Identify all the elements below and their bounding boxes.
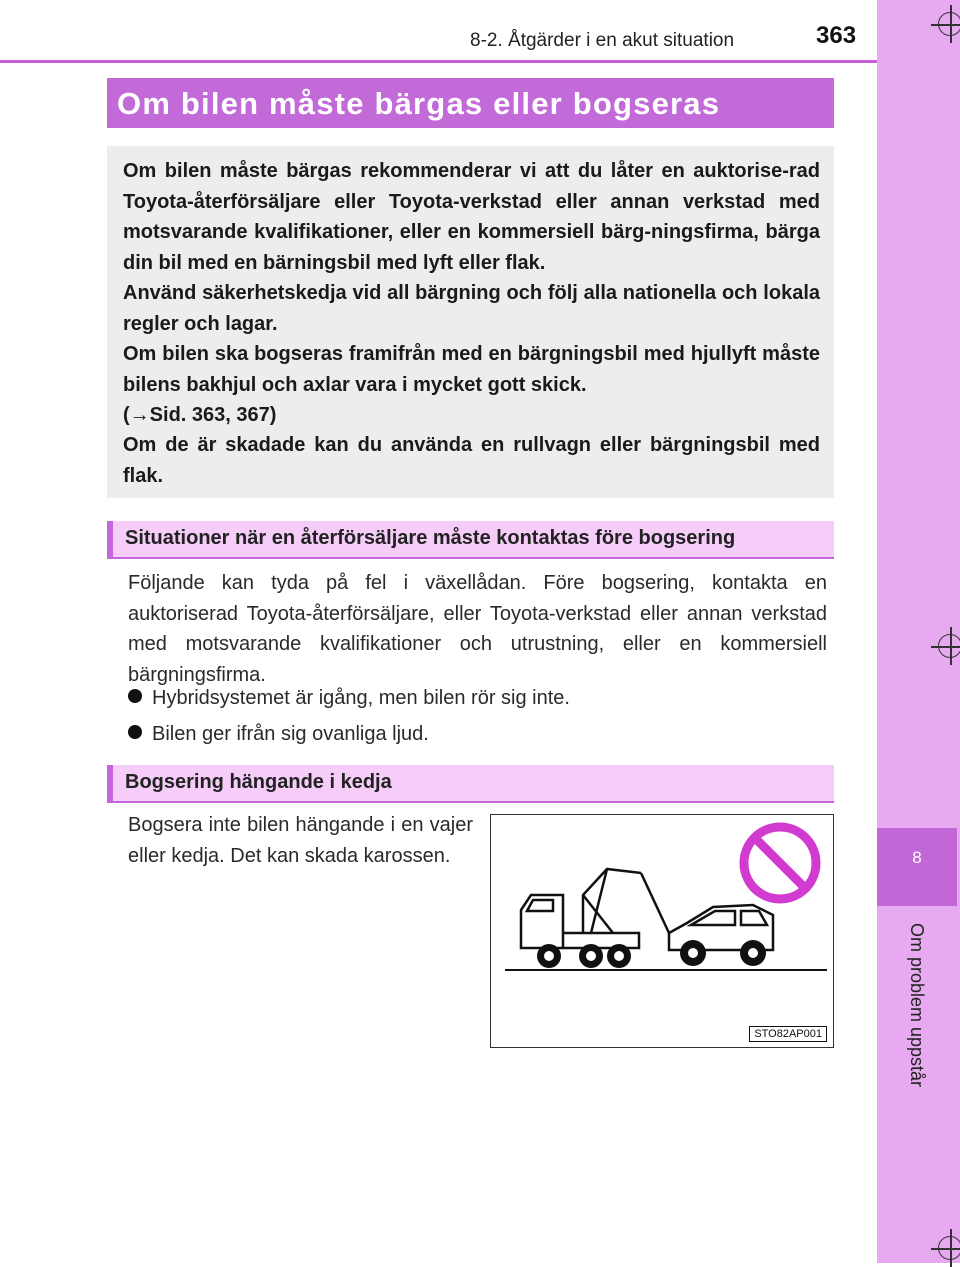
page-reference-link[interactable]: Sid. 363, 367) <box>149 404 277 426</box>
registration-mark-icon <box>938 1236 960 1260</box>
header-rule <box>0 60 877 63</box>
bullet-icon <box>128 725 142 739</box>
towing-illustration <box>490 814 834 1048</box>
page-title: Om bilen måste bärgas eller bogseras <box>117 86 721 121</box>
section-heading-text: Bogsering hängande i kedja <box>125 771 392 793</box>
section-heading <box>107 765 834 803</box>
chapter-number: 8 <box>912 848 922 867</box>
bullet-item <box>128 723 429 746</box>
section-heading <box>107 521 834 559</box>
intro-paragraph-4: (→Sid. 363, 367) <box>123 404 277 426</box>
page-title-bar <box>107 78 834 128</box>
section-body-text: Bogsera inte bilen hängande i en vajer eller kedja. Det kan skada karossen. <box>128 814 473 867</box>
prohibited-towing-drawing <box>491 815 835 1049</box>
bullet-text: Hybridsystemet är igång, men bilen rör sig inte. <box>152 687 570 709</box>
registration-mark-icon <box>938 12 960 36</box>
chapter-title: Om problem uppstår <box>907 922 927 1088</box>
section-heading-text: Situationer när en återförsäljare måste kontaktas före bogsering <box>125 527 736 549</box>
intro-paragraph-2: Använd säkerhetskedja vid all bärgning och följ alla nationella och lokala regler och lagar. <box>123 282 820 335</box>
bullet-text: Bilen ger ifrån sig ovanliga ljud. <box>152 723 429 745</box>
bullet-item <box>128 687 570 710</box>
intro-paragraph-3: Om bilen ska bogseras framifrån med en bärgningsbil med hjullyft måste bilens bakhjul och axlar vara i mycket gott skick. <box>123 343 820 396</box>
page-number: 363 <box>816 22 857 49</box>
arrow-icon: → <box>129 404 150 426</box>
bullet-icon <box>128 689 142 703</box>
registration-mark-icon <box>938 634 960 658</box>
image-code-label: STO82AP001 <box>749 1026 827 1042</box>
section-reference: 8-2. Åtgärder i en akut situation <box>470 30 735 51</box>
intro-notice-box <box>107 146 834 498</box>
intro-paragraph-5: Om de är skadade kan du använda en rullvagn eller bärgningsbil med flak. <box>123 434 820 487</box>
section-body-text: Följande kan tyda på fel i växellådan. Före bogsering, kontakta en auktoriserad Toyota-återförsäljare, eller Toyota-verkstad eller annan verkstad med motsvarande kvalifikationer och utrustning, eller en kommersiell bärgningsfirma. <box>128 572 827 686</box>
tow-truck-icon <box>521 869 669 948</box>
intro-paragraph-1: Om bilen måste bärgas rekommenderar vi att du låter en auktorise-rad Toyota-återförsäljare eller Toyota-verkstad eller annan verkstad med motsvarande kvalifikationer, eller en kommersiell bärg-ningsfirma, bärga din bil med en bärningsbil med lyft eller flak. <box>123 160 820 274</box>
prohibited-icon <box>744 827 816 899</box>
